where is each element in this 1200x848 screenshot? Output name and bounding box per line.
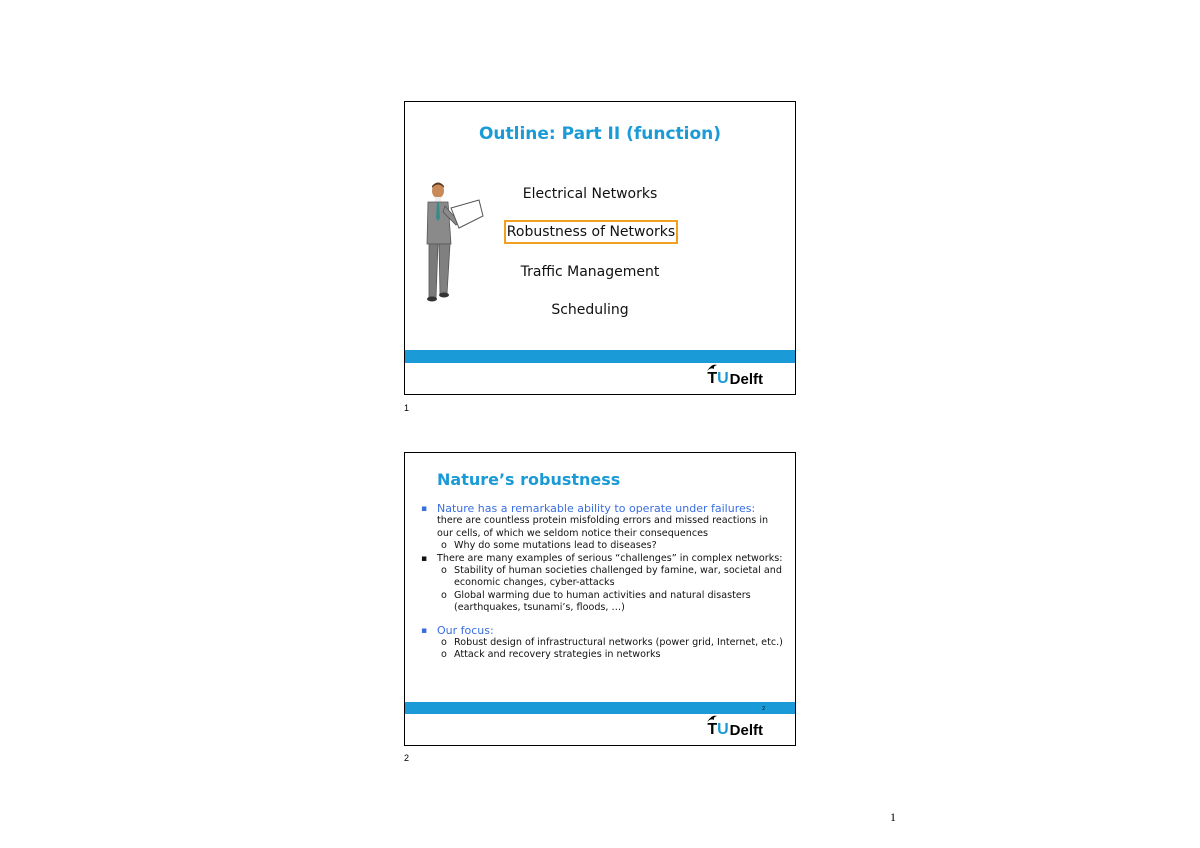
sub-bullet: o Stability of human societies challenged by famine, war, societal and economic changes, cyber-attacks [441, 565, 782, 589]
bullet-our-focus: ▪ Our focus: [421, 623, 494, 637]
tudelft-logo: TU Delft [705, 712, 763, 739]
slide-number: 1 [404, 403, 410, 413]
tudelft-logo: TU Delft [705, 361, 763, 388]
page-number: 1 [890, 810, 896, 824]
slide-1 [404, 101, 796, 395]
slide-title: Nature’s robustness [437, 470, 621, 489]
slide-body [419, 503, 787, 662]
sub-bullet: o Attack and recovery strategies in networks [441, 649, 661, 661]
outline-item-robustness-highlighted: Robustness of Networks [504, 220, 678, 244]
inner-page-number: 2 [762, 706, 765, 712]
slide-number: 2 [404, 753, 410, 763]
outline-item-scheduling: Scheduling [551, 302, 629, 318]
presenter-figure-icon [421, 182, 489, 302]
outline-item-traffic-management: Traffic Management [520, 264, 660, 280]
bullet-challenges: ▪ There are many examples of serious “challenges” in complex networks: [421, 552, 783, 564]
sub-bullet: o Global warming due to human activities and natural disasters (earthquakes, tsunami’s, floods, …) [441, 589, 751, 614]
slide-2 [404, 452, 796, 746]
sub-bullet: o Why do some mutations lead to diseases? [441, 540, 657, 552]
bullet-nature: ▪ Nature has a remarkable ability to operate under failures: there are countless protein misfolding errors and missed reactions in our cells, of which we seldom notice their consequences [421, 502, 769, 539]
slide-title: Outline: Part II (function) [478, 124, 722, 144]
outline-item-electrical-networks: Electrical Networks [522, 186, 658, 202]
sub-bullet: o Robust design of infrastructural networks (power grid, Internet, etc.) [441, 637, 783, 649]
